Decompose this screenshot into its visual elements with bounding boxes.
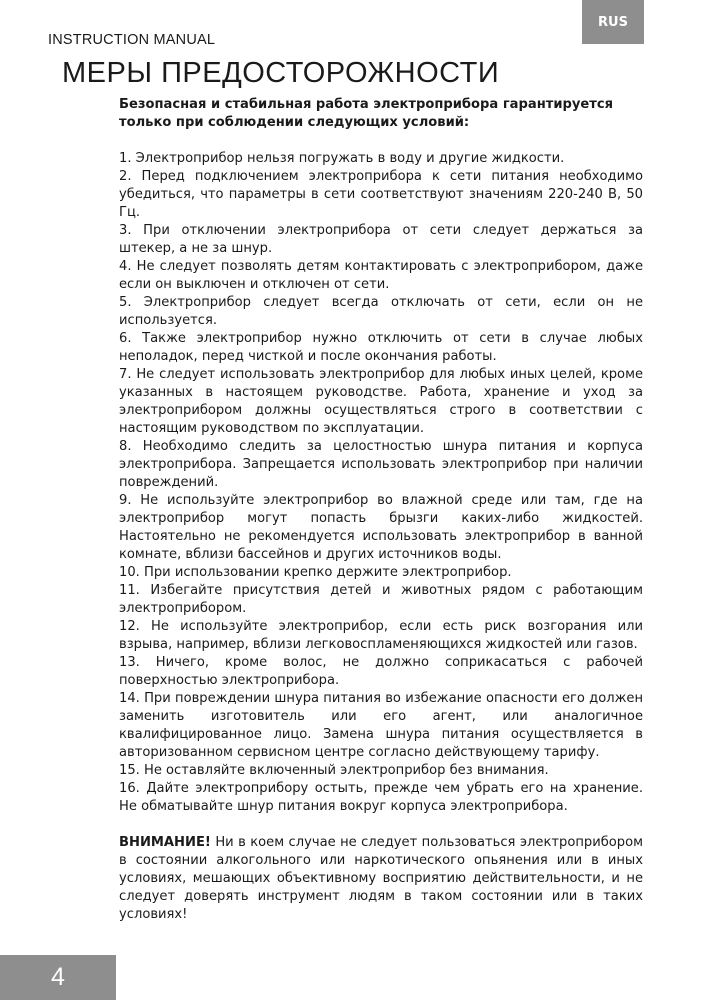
safety-rule: 11. Избегайте присутствия детей и животных рядом с работающим электроприбором. [119, 583, 643, 616]
manual-label: INSTRUCTION MANUAL [48, 32, 216, 48]
safety-rule: 2. Перед подключением электроприбора к сети питания необходимо убедиться, что параметры в сети соответствуют значениям 220-240 В, 50 Гц. [119, 169, 643, 220]
safety-rule: 15. Не оставляйте включенный электроприбор без внимания. [119, 763, 549, 778]
safety-rule: 3. При отключении электроприбора от сети следует держаться за штекер, а не за шнур. [119, 223, 643, 256]
warning-paragraph [119, 834, 643, 924]
safety-rules-list [119, 150, 643, 816]
safety-rule: 5. Электроприбор следует всегда отключать от сети, если он не используется. [119, 295, 643, 328]
main-content [119, 96, 643, 924]
safety-rule: 16. Дайте электроприбору остыть, прежде чем убрать его на хранение. Не обматывайте шнур питания вокруг корпуса электроприбора. [119, 781, 643, 814]
safety-rule: 12. Не используйте электроприбор, если есть риск возгорания или взрыва, например, вблизи легковоспламеняющихся жидкостей или газов. [119, 619, 643, 652]
safety-rule: 4. Не следует позволять детям контактировать с электроприбором, даже если он выключен и отключен от сети. [119, 259, 643, 292]
safety-rule: 6. Также электроприбор нужно отключить от сети в случае любых неполадок, перед чисткой и после окончания работы. [119, 331, 643, 364]
page-title: МЕРЫ ПРЕДОСТОРОЖНОСТИ [62, 57, 500, 89]
safety-rule: 7. Не следует использовать электроприбор для любых иных целей, кроме указанных в настоящем руководстве. Работа, хранение и уход за электроприбором должны осуществляться строго в соответствии с настоящим руководством по эксплуатации. [119, 367, 643, 436]
safety-rule: 9. Не используйте электроприбор во влажной среде или там, где на электроприбор могут попасть брызги каких-либо жидкостей. Настоятельно не рекомендуется использовать электроприбор в ванной комнате, вблизи бассейнов и других источников воды. [119, 493, 643, 562]
language-tab [582, 0, 644, 44]
safety-rule: 10. При использовании крепко держите электроприбор. [119, 565, 512, 580]
safety-rule: 1. Электроприбор нельзя погружать в воду и другие жидкости. [119, 151, 565, 166]
page-number: 4 [51, 963, 65, 991]
intro-paragraph: Безопасная и стабильная работа электроприбора гарантируется только при соблюдении следующих условий: [119, 97, 614, 130]
safety-rule: 14. При повреждении шнура питания во избежание опасности его должен заменить изготовитель или его агент, или аналогичное квалифицированное лицо. Замена шнура питания осуществляется в авторизованном сервисном центре согласно действующему тарифу. [119, 691, 643, 760]
warning-text: Ни в коем случае не следует пользоваться электроприбором в состоянии алкогольного или наркотического опьянения или в иных условиях, мешающих объективному восприятию действительности, и не следует доверять инструмент людям в таком состоянии или в таких условиях! [119, 835, 643, 922]
safety-rule: 8. Необходимо следить за целостностью шнура питания и корпуса электроприбора. Запрещается использовать электроприбор при наличии повреждений. [119, 439, 643, 490]
language-code: RUS [598, 14, 628, 30]
safety-rule: 13. Ничего, кроме волос, не должно соприкасаться с рабочей поверхностью электроприбора. [119, 655, 643, 688]
page-number-box [0, 955, 116, 1000]
warning-label: ВНИМАНИЕ! [119, 835, 211, 850]
